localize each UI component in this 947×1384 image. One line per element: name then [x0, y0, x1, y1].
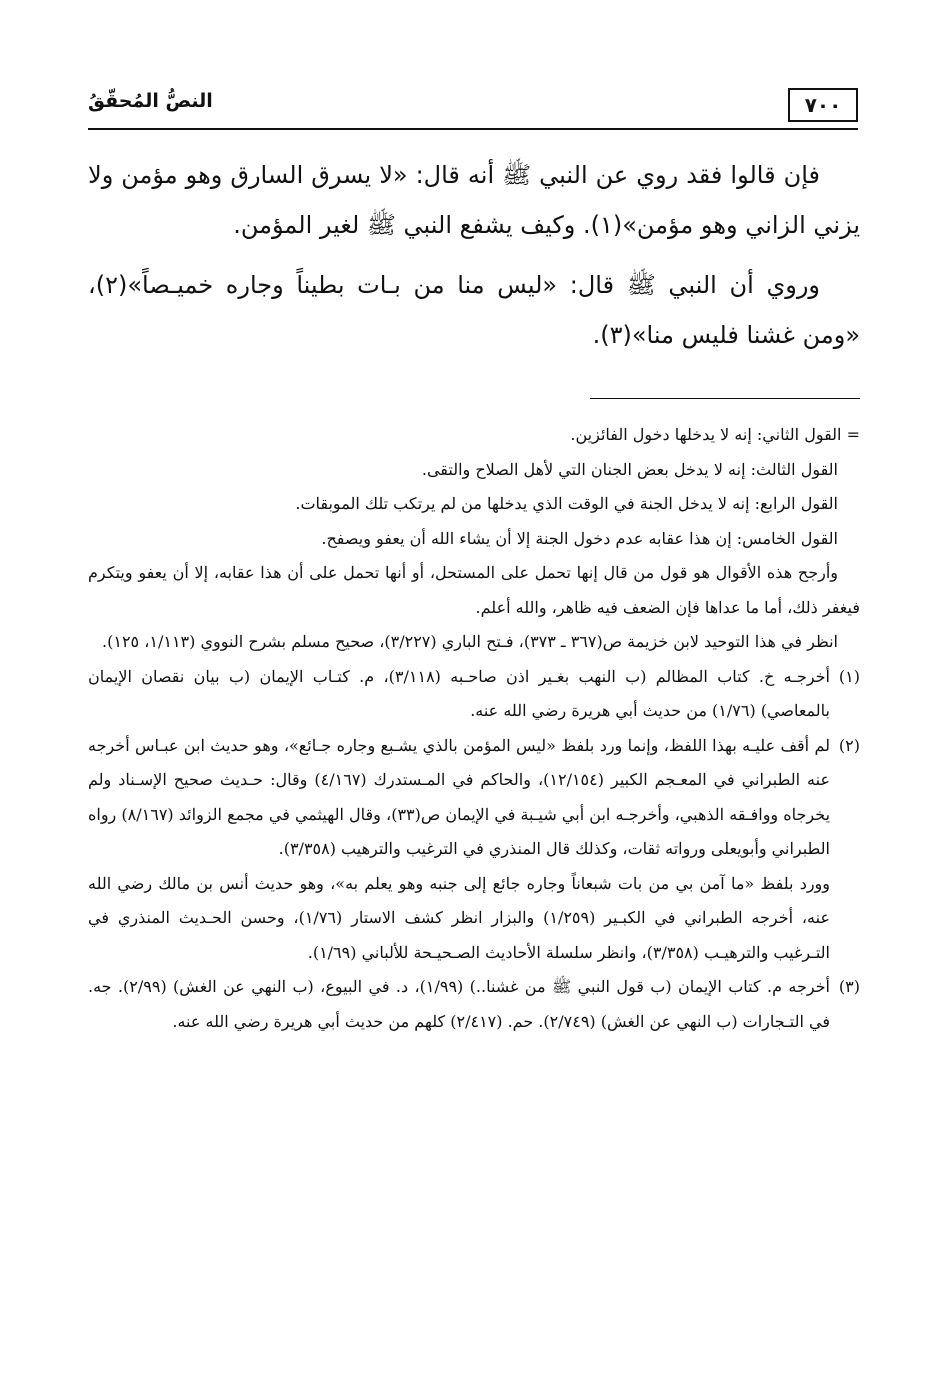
footnote-continuation-line: وأرجح هذه الأقوال هو قول من قال إنها تحمل على المستحل، أو أنها تحمل على أن هذا عقابه، إلا أن يعفو ويتكرم فيغفر ذلك، أما ما عداها فإن الضعف فيه ظاهر، والله أعلم.: [88, 563, 860, 617]
footnote-number: (١): [838, 666, 861, 686]
footnote-continuation-line: القول الخامس: إن هذا عقابه عدم دخول الجنة إلا أن يشاء الله أن يعفو ويصفح.: [321, 528, 838, 548]
footnote-text: أخرجه م. كتاب الإيمان (ب قول النبي ﷺ من غشنا..) (١/٩٩)، د. في البيوع، (ب النهي عن الغش) (٢/٩٩). جه. في التـجارات (ب النهي عن الغش) (٢/٧٤٩). حم. (٢/٤١٧) كلهم من حديث أبي هريرة رضي الله عنه.: [88, 977, 831, 1031]
footnote-separator: [590, 398, 860, 399]
header-rule: [88, 128, 858, 130]
footnote-continuation-line: = القول الثاني: إنه لا يدخلها دخول الفائزين.: [570, 425, 860, 444]
footnote-number: (٢): [838, 735, 861, 755]
main-text: [88, 150, 860, 370]
footnote-text: لم أقف عليـه بهذا اللفظ، وإنما ورد بلفظ «ليس المؤمن بالذي يشـبع وجاره جـائع»، وهو حديث ابن عبـاس أخرجه عنه الطبراني في المعـجم الكبير (١٢/١٥٤)، والحاكم في المـستدرك (٤/١٦٧) وقال: حـديث صحيح الإسـناد ولم يخرجاه ووافـقه الذهبي، وأخرجـه ابن أبي شيـبة في الإيمان ص(٣٣)، وقال الهيثمي في مجمع الزوائد (٨/١٦٧) رواه الطبراني وأبويعلى ورواته ثقات، وكذلك قال المنذري في الترغيب والترهيب (٣/٣٥٨).: [88, 735, 831, 858]
page-number: ٧٠٠: [788, 88, 858, 122]
main-paragraph-1: فإن قالوا فقد روي عن النبي ﷺ أنه قال: «لا يسرق السارق وهو مؤمن ولا يزني الزاني وهو مؤمن»(١). وكيف يشفع النبي ﷺ لغير المؤمن.: [88, 161, 860, 239]
footnotes: [88, 418, 860, 1039]
running-title: النصُّ المُحقّقُ: [88, 90, 213, 112]
footnote-number: (٣): [838, 977, 861, 996]
footnote-2: [88, 729, 860, 867]
footnote-1: [88, 660, 860, 729]
footnote-continuation-line: القول الرابع: إنه لا يدخل الجنة في الوقت الذي يدخلها من لم يرتكب تلك الموبقات.: [295, 494, 838, 513]
footnote-continuation-line: انظر في هذا التوحيد لابن خزيمة ص(٣٦٧ ـ ٣٧٣)، فـتح الباري (٣/٢٢٧)، صحيح مسلم بشرح النووي (١/١١٣، ١٢٥).: [102, 632, 838, 651]
page-header: [88, 88, 858, 132]
footnote-text: أخرجـه خ. كتاب المظالم (ب النهب بغـير اذن صاحـبه (٣/١١٨)، م. كتـاب الإيمان (ب بيان نقصان الإيمان بالمعاصي) (١/٧٦) من حديث أبي هريرة رضي الله عنه.: [88, 666, 831, 720]
main-paragraph-2: وروي أن النبي ﷺ قال: «ليس منا من بـات بطيناً وجاره خميـصاً»(٢)، «ومن غشنا فليس منا»(٣).: [88, 271, 860, 349]
footnote-continuation-line: القول الثالث: إنه لا يدخل بعض الجنان التي لأهل الصلاح والتقى.: [421, 459, 838, 479]
footnote-2-extra: وورد بلفظ «ما آمن بي من بات شبعاناً وجاره جائع إلى جنبه وهو يعلم به»، وهو حديث أنس بن مالك رضي الله عنه، أخرجه الطبراني في الكبـير (١/٢٥٩) والبزار انظر كشف الاستار (١/٧٦)، وحسن الحـديث المنذري في التـرغيب والترهيـب (٣/٣٥٨)، وانظر سلسلة الأحاديث الصـحيـحة للألباني (١/٦٩).: [88, 873, 831, 962]
footnote-3: [88, 970, 860, 1039]
